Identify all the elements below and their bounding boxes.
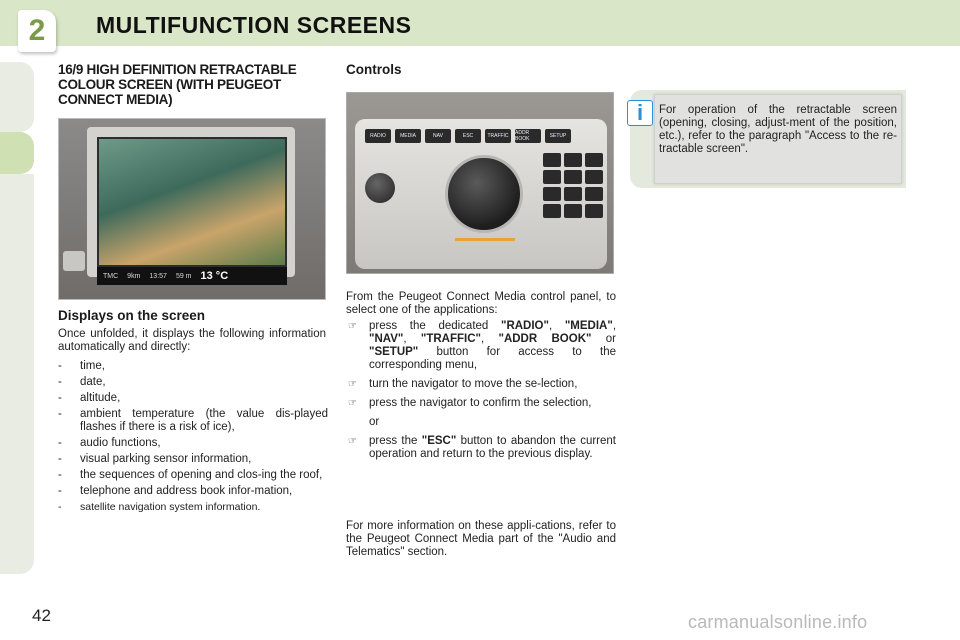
pointing-hand-icon: ☞ [348, 321, 357, 332]
screen-photo [58, 118, 326, 300]
controls-list [346, 320, 616, 467]
page-number: 42 [32, 606, 51, 625]
pointing-hand-icon: ☞ [348, 398, 357, 409]
panel-button-media: MEDIA [395, 129, 421, 143]
pointing-hand-icon: ☞ [348, 436, 357, 447]
side-tab-active [0, 132, 34, 174]
status-temperature: 13 °C [200, 270, 229, 282]
displays-heading: Displays on the screen [58, 308, 206, 323]
list-item: - the sequences of opening and clos-ing the roof, [58, 469, 328, 482]
keypad-key [585, 204, 603, 218]
list-item: - ambient temperature (the value dis-played flashes if there is a risk of ice), [58, 408, 328, 434]
keypad-key [564, 187, 582, 201]
keypad-key [564, 204, 582, 218]
keypad-key [585, 170, 603, 184]
list-item: ☞ turn the navigator to move the se-lection, [348, 378, 578, 390]
side-tab [0, 174, 34, 574]
list-item: - time, [58, 360, 328, 373]
keypad-key [564, 153, 582, 167]
status-distance: 9km [127, 272, 141, 280]
panel-button-addr-book: ADDR BOOK [515, 129, 541, 143]
volume-knob [365, 173, 395, 203]
list-item: - date, [58, 376, 328, 389]
controls-heading: Controls [346, 62, 402, 77]
list-item: ☞ press the "ESC" button to abandon the current operation and return to the previous display. [348, 435, 617, 460]
list-item: - audio functions, [58, 437, 328, 450]
pointing-hand-icon: ☞ [348, 379, 357, 390]
keypad-key [543, 153, 561, 167]
section-heading: 16/9 HIGH DEFINITION RETRACTABLE COLOUR SCREEN (WITH PEUGEOT CONNECT MEDIA) [58, 62, 297, 107]
status-tmc: TMC [103, 272, 119, 280]
numeric-keypad [543, 153, 603, 218]
chapter-badge [18, 10, 56, 52]
displays-intro: Once unfolded, it displays the following information automatically and directly: [58, 328, 326, 353]
panel-button-strip [365, 129, 571, 143]
list-item: - visual parking sensor information, [58, 453, 328, 466]
map-display [97, 137, 287, 267]
status-time: 13:57 [149, 272, 167, 280]
list-item: - altitude, [58, 392, 328, 405]
side-tab [0, 62, 34, 132]
page-title: MULTIFUNCTION SCREENS [96, 12, 412, 38]
keypad-key [543, 187, 561, 201]
controls-intro: From the Peugeot Connect Media control panel, to select one of the applications: [346, 291, 616, 316]
screen-status-bar [97, 267, 287, 285]
keypad-key [585, 187, 603, 201]
watermark: carmanualsonline.info [688, 612, 868, 632]
screen-eject-icon [63, 251, 85, 271]
list-item: ☞ press the navigator to confirm the selection, [348, 397, 592, 409]
chapter-number: 2 [28, 14, 46, 47]
displays-list [58, 360, 328, 517]
keypad-key [543, 170, 561, 184]
status-altitude: 59 m [175, 272, 192, 280]
keypad-key [564, 170, 582, 184]
panel-button-traffic: TRAFFIC [485, 129, 511, 143]
navigator-knob [445, 155, 523, 233]
list-item: - telephone and address book infor-mation, [58, 485, 328, 498]
list-item: - satellite navigation system information. [58, 501, 328, 514]
list-item-or: or [369, 416, 380, 428]
panel-button-nav: NAV [425, 129, 451, 143]
info-icon: i [627, 100, 653, 126]
panel-button-setup: SETUP [545, 129, 571, 143]
list-item: ☞ press the dedicated "RADIO", "MEDIA", "NAV", "TRAFFIC", "ADDR BOOK" or "SETUP" button for access to the corresponding menu, [348, 320, 617, 371]
panel-button-esc: ESC [455, 129, 481, 143]
more-info-text: For more information on these appli-cations, refer to the Peugeot Connect Media part of the "Audio and Telematics" section. [346, 520, 616, 558]
panel-button-radio: RADIO [365, 129, 391, 143]
keypad-key [585, 153, 603, 167]
accent-line [455, 238, 515, 241]
keypad-key [543, 204, 561, 218]
control-panel-photo [346, 92, 614, 274]
info-text: For operation of the retractable screen (opening, closing, adjust-ment of the position, etc.), refer to the paragraph "Access to the re-tractable screen". [659, 104, 897, 155]
